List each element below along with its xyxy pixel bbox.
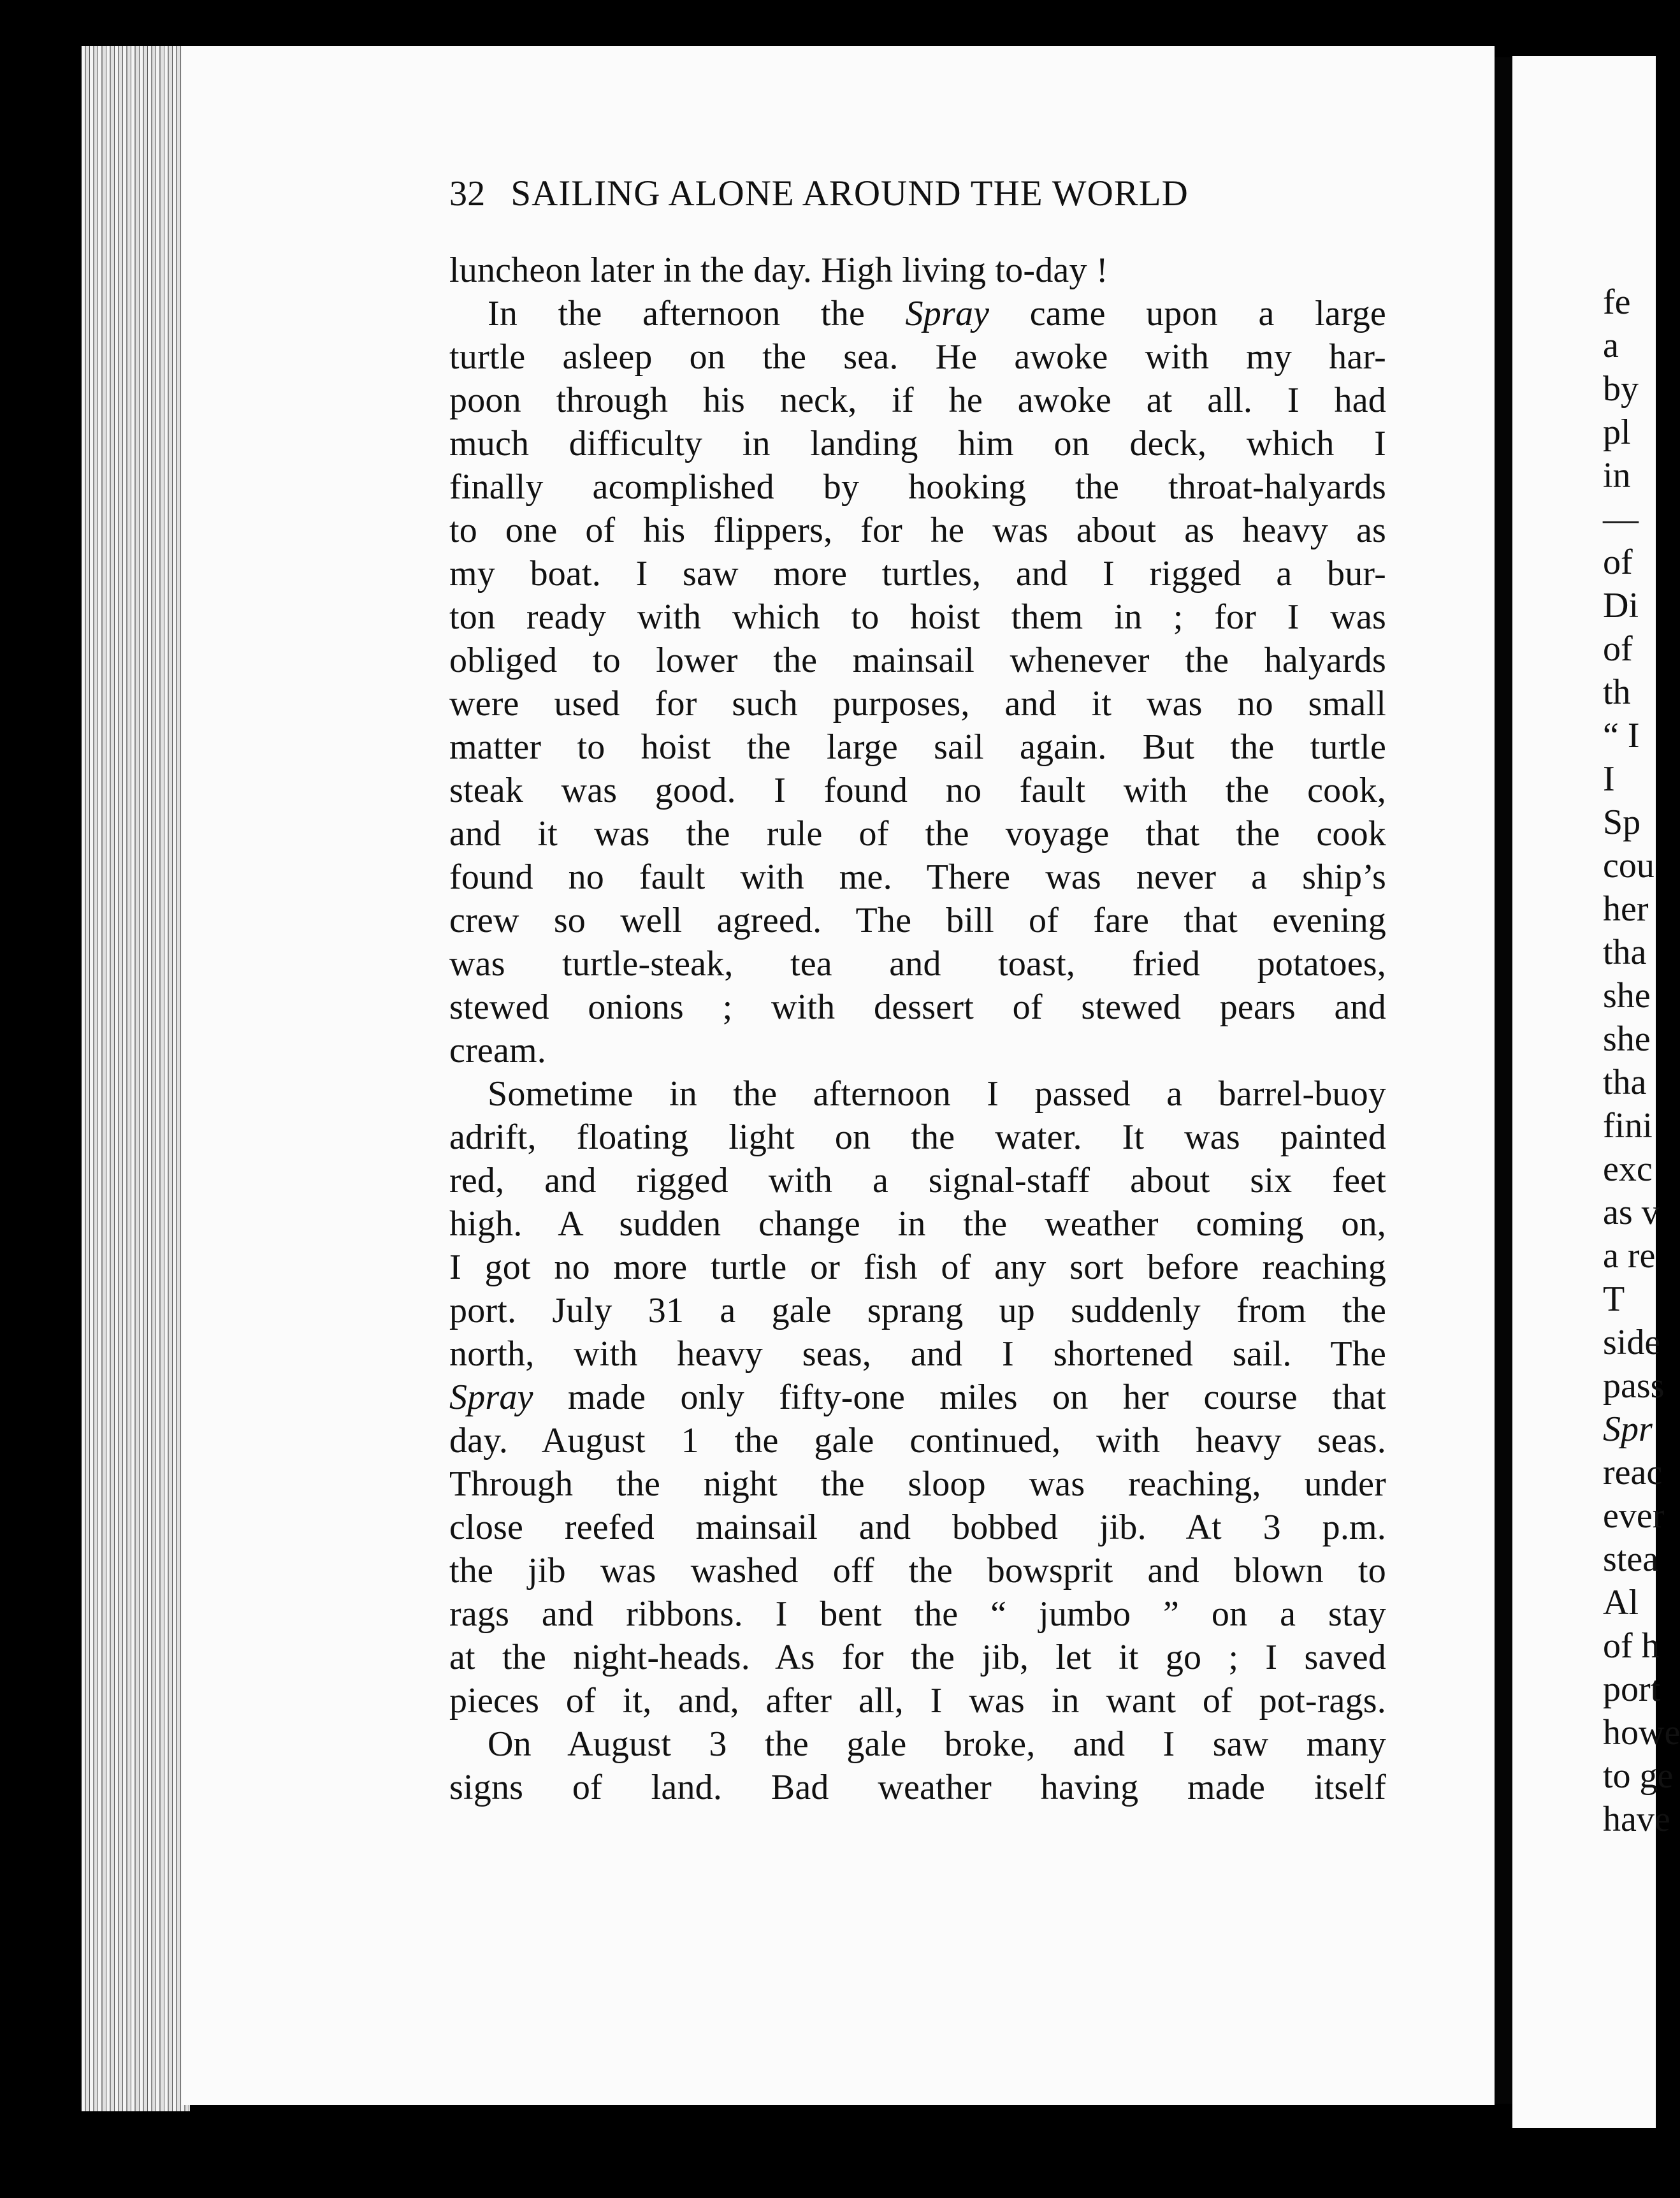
text-line: adrift, floating light on the water. It was painted (449, 1117, 1386, 1157)
left-page-text (449, 172, 1386, 1809)
page-edges (82, 46, 190, 2111)
text-line: much difficulty in landing him on deck, which I (449, 424, 1386, 463)
text-line: I got no more turtle or fish of any sort before reaching (449, 1248, 1386, 1287)
right-page-fragment: Spr (1603, 1409, 1653, 1449)
right-page-text (1603, 280, 1680, 1841)
right-page-fragment: Al (1603, 1583, 1639, 1622)
right-page-fragment: howe (1603, 1713, 1680, 1752)
right-page-fragment: Sp (1603, 803, 1641, 842)
right-page-fragment: reac (1603, 1453, 1663, 1492)
right-page-fragment: of (1603, 629, 1633, 669)
text-line: luncheon later in the day. High living to-day ! (449, 251, 1108, 290)
text-line: In the afternoon the Spray came upon a large (488, 294, 1386, 333)
italic-ship-name: Spray (449, 1378, 533, 1417)
text-line: crew so well agreed. The bill of fare that evening (449, 901, 1386, 940)
text-line: found no fault with me. There was never a ship’s (449, 857, 1386, 897)
right-page-fragment: as v (1603, 1193, 1660, 1232)
text-line: cream. (449, 1031, 546, 1070)
right-page-fragment: a (1603, 326, 1619, 365)
text-line: turtle asleep on the sea. He awoke with my har- (449, 337, 1386, 377)
text-line: was turtle-steak, tea and toast, fried potatoes, (449, 944, 1386, 984)
text-line: pieces of it, and, after all, I was in want of pot-rags. (449, 1681, 1386, 1721)
text-line: port. July 31 a gale sprang up suddenly from the (449, 1291, 1386, 1330)
right-page-fragment: T (1603, 1279, 1625, 1319)
right-page-fragment: ever (1603, 1496, 1665, 1536)
text-line: signs of land. Bad weather having made itself (449, 1768, 1386, 1807)
text-line: stewed onions ; with dessert of stewed pears and (449, 987, 1386, 1027)
right-page-fragment: in (1603, 456, 1631, 495)
right-page-fragment: fe (1603, 282, 1631, 322)
right-page-fragment: Di (1603, 586, 1639, 625)
text-line: Through the night the sloop was reaching, under (449, 1464, 1386, 1504)
text-line: On August 3 the gale broke, and I saw many (488, 1724, 1386, 1764)
right-page-fragment: fini (1603, 1106, 1653, 1146)
right-page-fragment: she (1603, 976, 1651, 1015)
right-page-fragment: tha (1603, 933, 1647, 972)
right-page-fragment: cou (1603, 846, 1655, 885)
text-line: red, and rigged with a signal-staff about six feet (449, 1161, 1386, 1200)
right-page-fragment: she (1603, 1019, 1651, 1059)
text-line: close reefed mainsail and bobbed jib. At 3 p.m. (449, 1508, 1386, 1547)
right-page-fragment: of (1603, 542, 1633, 582)
text-line: and it was the rule of the voyage that the cook (449, 814, 1386, 854)
text-line: Spray made only fifty-one miles on her course that (449, 1378, 1386, 1417)
right-page-fragment: to ge (1603, 1756, 1674, 1796)
right-page-fragment: port (1603, 1670, 1661, 1709)
right-page-fragment: exc (1603, 1149, 1653, 1189)
right-page-fragment: have (1603, 1800, 1670, 1839)
text-line: at the night-heads. As for the jib, let it go ; I saved (449, 1638, 1386, 1677)
text-line: high. A sudden change in the weather coming on, (449, 1204, 1386, 1244)
right-page-fragment: th (1603, 673, 1631, 712)
right-page-fragment: “ I (1603, 716, 1640, 755)
page-number: 32 (449, 174, 486, 214)
text-line: the jib was washed off the bowsprit and blown to (449, 1551, 1386, 1590)
right-page-fragment: I (1603, 759, 1615, 799)
right-page-fragment: — (1603, 499, 1639, 539)
italic-ship-name: Spray (905, 294, 990, 333)
body-text (449, 249, 1386, 1809)
right-page-fragment: pl (1603, 412, 1631, 452)
right-page-fragment: a re (1603, 1236, 1656, 1276)
text-line: poon through his neck, if he awoke at all. I had (449, 381, 1386, 420)
text-line: my boat. I saw more turtles, and I rigged a bur- (449, 554, 1386, 593)
text-line: Sometime in the afternoon I passed a barrel-buoy (488, 1074, 1386, 1114)
right-page-fragment: her (1603, 889, 1649, 929)
text-line: were used for such purposes, and it was no small (449, 684, 1386, 724)
text-line: to one of his flippers, for he was about as heavy as (449, 511, 1386, 550)
text-line: steak was good. I found no fault with the cook, (449, 771, 1386, 810)
text-line: north, with heavy seas, and I shortened sail. The (449, 1334, 1386, 1374)
right-page-fragment: side (1603, 1323, 1661, 1362)
right-page-fragment: stea (1603, 1539, 1659, 1579)
text-line: obliged to lower the mainsail whenever the halyards (449, 641, 1386, 680)
running-title: SAILING ALONE AROUND THE WORLD (511, 173, 1189, 214)
book-spine (1495, 57, 1512, 2104)
text-line: ton ready with which to hoist them in ; for I was (449, 597, 1386, 637)
running-head (449, 172, 1386, 249)
text-line: finally acomplished by hooking the throat-halyards (449, 467, 1386, 507)
right-page-fragment: of h (1603, 1626, 1660, 1666)
text-line: matter to hoist the large sail again. But the turtle (449, 727, 1386, 767)
text-line: day. August 1 the gale continued, with heavy seas. (449, 1421, 1386, 1460)
text-line: rags and ribbons. I bent the “ jumbo ” on a stay (449, 1594, 1386, 1634)
right-page-fragment: pass (1603, 1366, 1665, 1406)
right-page-fragment: tha (1603, 1063, 1647, 1102)
right-page-fragment: by (1603, 369, 1639, 409)
